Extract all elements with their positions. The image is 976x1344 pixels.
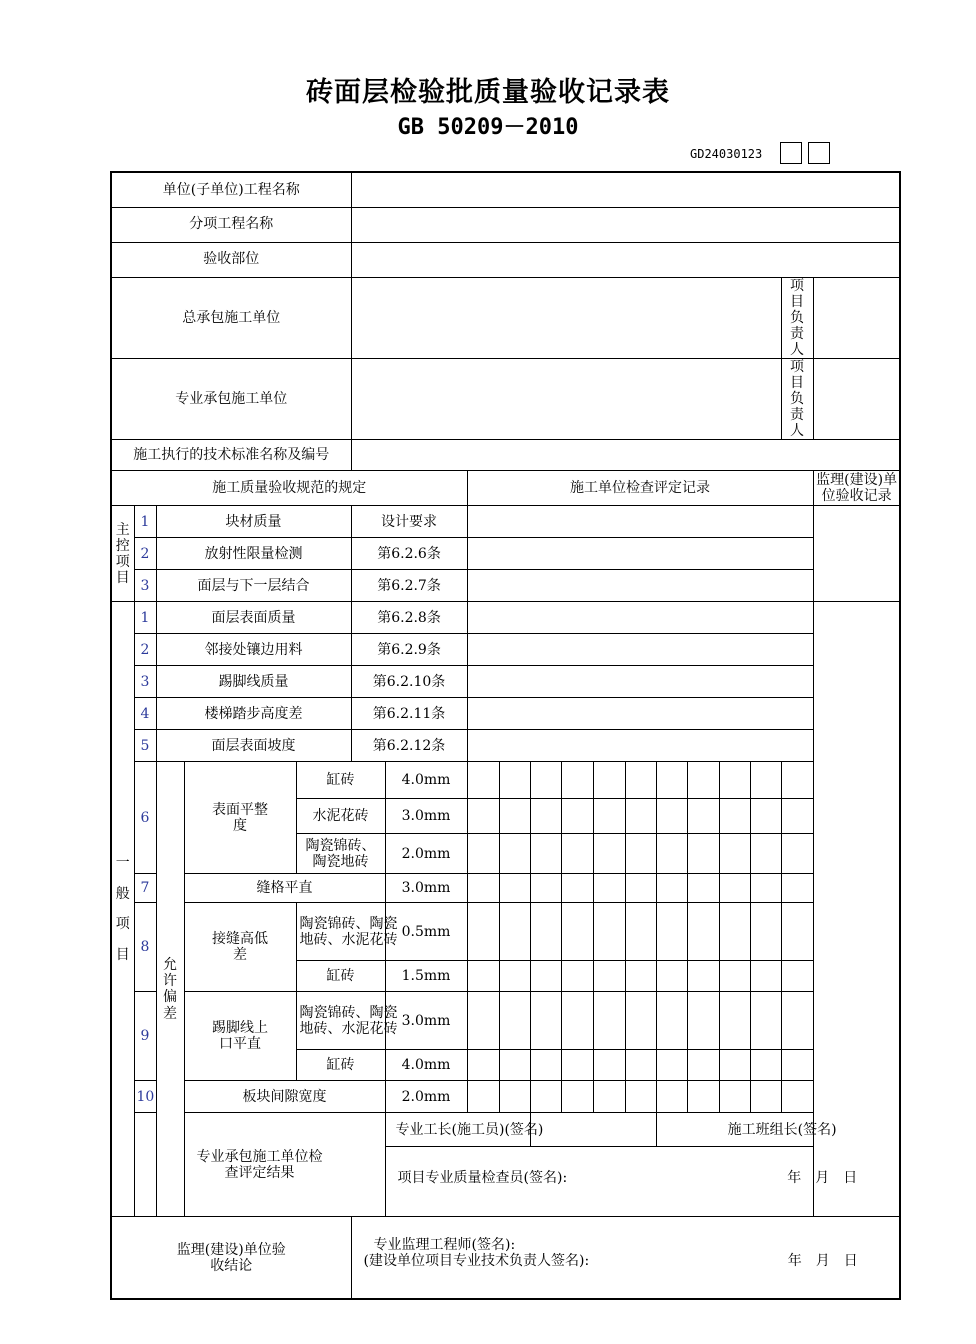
- gap-name: 板块间隙宽度: [184, 1081, 385, 1113]
- general-item-req: 第6.2.11条: [351, 698, 467, 730]
- measure-cell[interactable]: [687, 1081, 719, 1113]
- main-item-name: 放射性限量检测: [156, 538, 351, 570]
- general-item-req: 第6.2.12条: [351, 730, 467, 762]
- main-items-label: 主 控 项 目: [111, 506, 134, 602]
- main-item-record[interactable]: [467, 570, 813, 602]
- measure-cell[interactable]: [593, 762, 625, 799]
- skirting-name-text: 踢脚线上口平直: [212, 1020, 268, 1053]
- supervision-header: 监理(建设)单位验收记录: [813, 471, 900, 506]
- measure-cell[interactable]: [499, 1050, 530, 1081]
- measure-cell[interactable]: [750, 762, 781, 799]
- measure-cell[interactable]: [656, 762, 687, 799]
- general-item-name: 邻接处镶边用料: [156, 634, 351, 666]
- measure-cell[interactable]: [467, 762, 499, 799]
- measure-cell[interactable]: [781, 799, 813, 834]
- measure-cell[interactable]: [530, 903, 561, 961]
- standard-name-label: 施工执行的技术标准名称及编号: [111, 440, 351, 471]
- measure-cell[interactable]: [530, 992, 561, 1050]
- general-item-name: 踢脚线质量: [156, 666, 351, 698]
- measure-cell[interactable]: [561, 1050, 593, 1081]
- measure-cell[interactable]: [561, 762, 593, 799]
- measure-cell[interactable]: [656, 1081, 687, 1113]
- measure-cell[interactable]: [687, 903, 719, 961]
- main-item-name: 面层与下一层结合: [156, 570, 351, 602]
- location-label: 验收部位: [111, 242, 351, 277]
- tolerance-value: 3.0mm: [385, 992, 467, 1050]
- main-item-record[interactable]: [467, 538, 813, 570]
- measure-cell[interactable]: [467, 799, 499, 834]
- measure-cell[interactable]: [719, 961, 750, 992]
- measure-cell[interactable]: [625, 874, 656, 903]
- measure-cell[interactable]: [687, 874, 719, 903]
- unit-project-value[interactable]: [351, 172, 900, 207]
- measure-cell[interactable]: [467, 1050, 499, 1081]
- contractor-value[interactable]: [351, 277, 781, 358]
- measure-cell[interactable]: [781, 1081, 813, 1113]
- measure-cell[interactable]: [781, 992, 813, 1050]
- measure-cell[interactable]: [781, 874, 813, 903]
- flatness-name-text: 表面平整度: [212, 801, 268, 834]
- inspection-table: [110, 171, 901, 1300]
- measure-cell[interactable]: [687, 834, 719, 874]
- tolerance-material-text: 陶瓷锦砖、陶瓷地砖: [305, 837, 376, 870]
- measure-cell[interactable]: [561, 834, 593, 874]
- general-item-req: 第6.2.10条: [351, 666, 467, 698]
- main-item-req: 第6.2.7条: [351, 570, 467, 602]
- main-item-record[interactable]: [467, 506, 813, 538]
- main-item-name: 块材质量: [156, 506, 351, 538]
- spec-header: 施工质量验收规范的规定: [111, 471, 467, 506]
- conclusion-label-text: 监理(建设)单位验收结论: [176, 1241, 286, 1274]
- result-label-text: 专业承包施工单位检查评定结果: [196, 1148, 323, 1181]
- measure-cell[interactable]: [719, 1081, 750, 1113]
- measure-cell[interactable]: [625, 1050, 656, 1081]
- measure-cell[interactable]: [687, 762, 719, 799]
- measure-cell[interactable]: [687, 799, 719, 834]
- result-label: [134, 1113, 385, 1217]
- measure-cell[interactable]: [750, 799, 781, 834]
- inspector-date: 年 月 日: [787, 1169, 858, 1186]
- measure-cell[interactable]: [656, 961, 687, 992]
- sub-contractor-value[interactable]: [351, 358, 781, 439]
- sub-project-value[interactable]: [351, 207, 900, 242]
- record-header: 施工单位检查评定记录: [467, 471, 813, 506]
- measure-cell[interactable]: [625, 992, 656, 1050]
- form-title: 砖面层检验批质量验收记录表: [306, 77, 670, 108]
- conclusion-label: [111, 1217, 351, 1299]
- general-item-no: 4: [134, 698, 156, 730]
- measure-cell[interactable]: [719, 903, 750, 961]
- contractor-manager-label: 项目负责人: [781, 277, 813, 358]
- main-item-req: 设计要求: [351, 506, 467, 538]
- measure-cell[interactable]: [530, 1050, 561, 1081]
- measure-cell[interactable]: [625, 834, 656, 874]
- measure-cell[interactable]: [781, 834, 813, 874]
- general-item-no: 8: [134, 903, 156, 992]
- sub-project-label: 分项工程名称: [111, 207, 351, 242]
- measure-cell[interactable]: [750, 992, 781, 1050]
- general-item-no: 7: [134, 874, 156, 903]
- general-item-name: 面层表面质量: [156, 602, 351, 634]
- tolerance-material-text: 陶瓷锦砖、陶瓷地砖、水泥花砖: [299, 1004, 398, 1037]
- measure-cell[interactable]: [561, 799, 593, 834]
- engineer-label: 专业监理工程师(签名):: [373, 1237, 516, 1254]
- measure-cell[interactable]: [656, 992, 687, 1050]
- tolerance-value: 4.0mm: [385, 1050, 467, 1081]
- measure-cell[interactable]: [561, 1081, 593, 1113]
- measure-cell[interactable]: [625, 961, 656, 992]
- measure-cell[interactable]: [625, 903, 656, 961]
- measure-cell[interactable]: [750, 961, 781, 992]
- measure-cell[interactable]: [687, 992, 719, 1050]
- measure-cell[interactable]: [656, 1050, 687, 1081]
- measure-cell[interactable]: [499, 834, 530, 874]
- measure-cell[interactable]: [719, 762, 750, 799]
- measure-cell[interactable]: [499, 799, 530, 834]
- sub-contractor-manager-value[interactable]: [813, 358, 900, 439]
- flatness-name: [184, 762, 296, 874]
- tolerance-material: 缸砖: [296, 1050, 385, 1081]
- general-item-name: 面层表面坡度: [156, 730, 351, 762]
- measure-cell[interactable]: [467, 903, 499, 961]
- conclusion-date: 年 月 日: [787, 1252, 858, 1269]
- measure-cell[interactable]: [499, 903, 530, 961]
- general-item-record[interactable]: [467, 602, 813, 634]
- tolerance-value: 4.0mm: [385, 762, 467, 799]
- measure-cell[interactable]: [561, 874, 593, 903]
- general-item-record[interactable]: [467, 730, 813, 762]
- measure-cell[interactable]: [781, 961, 813, 992]
- standard-name-value[interactable]: [351, 440, 900, 471]
- code-box-2[interactable]: [808, 142, 830, 164]
- tolerance-material: 缸砖: [296, 961, 385, 992]
- tolerance-value: 2.0mm: [385, 1081, 467, 1113]
- tolerance-material: [296, 903, 398, 961]
- measure-cell[interactable]: [561, 961, 593, 992]
- tolerance-material: 水泥花砖: [296, 799, 385, 834]
- measure-cell[interactable]: [687, 961, 719, 992]
- contractor-manager-value[interactable]: [813, 277, 900, 358]
- measure-cell[interactable]: [656, 903, 687, 961]
- engineer-labels: [364, 1238, 590, 1269]
- sub-contractor-label: 专业承包施工单位: [111, 358, 351, 439]
- measure-cell[interactable]: [499, 992, 530, 1050]
- foreman-signature[interactable]: [530, 1113, 656, 1147]
- measure-cell[interactable]: [530, 874, 561, 903]
- measure-cell[interactable]: [719, 834, 750, 874]
- contractor-label: 总承包施工单位: [111, 277, 351, 358]
- general-item-req: 第6.2.9条: [351, 634, 467, 666]
- general-item-no: 6: [134, 762, 156, 874]
- conclusion-area[interactable]: [351, 1217, 900, 1299]
- owner-rep-label: (建设单位项目专业技术负责人签名):: [363, 1252, 590, 1269]
- main-items-supervision[interactable]: [813, 506, 900, 602]
- tolerance-value: 1.5mm: [385, 961, 467, 992]
- measure-cell[interactable]: [750, 874, 781, 903]
- measure-cell[interactable]: [530, 799, 561, 834]
- main-item-req: 第6.2.6条: [351, 538, 467, 570]
- measure-cell[interactable]: [593, 834, 625, 874]
- measure-cell[interactable]: [593, 961, 625, 992]
- general-items-label: 一 般 项 目: [111, 602, 134, 1217]
- inspector-label: 项目专业质量检查员(签名):: [397, 1169, 568, 1186]
- seam-height-name-text: 接缝高低差: [212, 931, 268, 964]
- code-box-1[interactable]: [780, 142, 802, 164]
- tolerance-material: [296, 834, 385, 874]
- tolerance-value: 3.0mm: [385, 799, 467, 834]
- measure-cell[interactable]: [499, 874, 530, 903]
- measure-cell[interactable]: [781, 762, 813, 799]
- measure-cell[interactable]: [593, 799, 625, 834]
- measure-cell[interactable]: [719, 799, 750, 834]
- foreman-label: 专业工长(施工员)(签名): [385, 1113, 530, 1147]
- measure-cell[interactable]: [530, 961, 561, 992]
- tolerance-label-text: 允 许 偏 差: [163, 957, 177, 1022]
- team-leader-label: 施工班组长(签名): [656, 1113, 900, 1147]
- inspector-area[interactable]: [385, 1147, 900, 1217]
- measure-cell[interactable]: [593, 1050, 625, 1081]
- tolerance-value: 0.5mm: [385, 903, 467, 961]
- general-item-record[interactable]: [467, 666, 813, 698]
- measure-cell[interactable]: [499, 1081, 530, 1113]
- measure-cell[interactable]: [750, 834, 781, 874]
- measure-cell[interactable]: [687, 1050, 719, 1081]
- general-item-name: 楼梯踏步高度差: [156, 698, 351, 730]
- main-item-no: 2: [134, 538, 156, 570]
- measure-cell[interactable]: [467, 1081, 499, 1113]
- location-value[interactable]: [351, 242, 900, 277]
- tolerance-material: 缸砖: [296, 762, 385, 799]
- measure-cell[interactable]: [656, 834, 687, 874]
- main-item-no: 3: [134, 570, 156, 602]
- seam-straight-name: 缝格平直: [184, 874, 385, 903]
- skirting-name: [184, 992, 296, 1081]
- unit-project-label: 单位(子单位)工程名称: [111, 172, 351, 207]
- measure-cell[interactable]: [750, 903, 781, 961]
- general-item-no: 5: [134, 730, 156, 762]
- general-item-no: 1: [134, 602, 156, 634]
- measure-cell[interactable]: [530, 1081, 561, 1113]
- measure-cell[interactable]: [561, 992, 593, 1050]
- measure-cell[interactable]: [719, 874, 750, 903]
- measure-cell[interactable]: [656, 874, 687, 903]
- measure-cell[interactable]: [781, 903, 813, 961]
- main-item-no: 1: [134, 506, 156, 538]
- measure-cell[interactable]: [467, 874, 499, 903]
- general-item-no: 2: [134, 634, 156, 666]
- measure-cell[interactable]: [625, 799, 656, 834]
- general-item-req: 第6.2.8条: [351, 602, 467, 634]
- general-item-no: 10: [134, 1081, 156, 1113]
- measure-cell[interactable]: [593, 992, 625, 1050]
- measure-cell[interactable]: [593, 903, 625, 961]
- measure-cell[interactable]: [750, 1050, 781, 1081]
- measure-cell[interactable]: [719, 992, 750, 1050]
- inspector-sign-row: [388, 1170, 898, 1186]
- measure-cell[interactable]: [467, 992, 499, 1050]
- measure-cell[interactable]: [781, 1050, 813, 1081]
- measure-cell[interactable]: [499, 961, 530, 992]
- measure-cell[interactable]: [625, 762, 656, 799]
- tolerance-material-text: 陶瓷锦砖、陶瓷地砖、水泥花砖: [299, 915, 398, 948]
- measure-cell[interactable]: [593, 874, 625, 903]
- measure-cell[interactable]: [467, 961, 499, 992]
- measure-cell[interactable]: [656, 799, 687, 834]
- tolerance-value: 2.0mm: [385, 834, 467, 874]
- measure-cell[interactable]: [719, 1050, 750, 1081]
- measure-cell[interactable]: [593, 1081, 625, 1113]
- sub-contractor-manager-label: 项目负责人: [781, 358, 813, 439]
- seam-height-name: [184, 903, 296, 992]
- general-item-record[interactable]: [467, 634, 813, 666]
- standard-number: GB 50209－2010: [397, 115, 579, 140]
- measure-cell[interactable]: [750, 1081, 781, 1113]
- measure-cell[interactable]: [625, 1081, 656, 1113]
- measure-cell[interactable]: [530, 762, 561, 799]
- measure-cell[interactable]: [530, 834, 561, 874]
- measure-cell[interactable]: [467, 834, 499, 874]
- form-code: GD24030123: [690, 147, 763, 161]
- general-item-record[interactable]: [467, 698, 813, 730]
- general-item-no: 9: [134, 992, 156, 1081]
- measure-cell[interactable]: [499, 762, 530, 799]
- tolerance-material: [296, 992, 398, 1050]
- engineer-sign-row: [354, 1238, 898, 1269]
- measure-cell[interactable]: [561, 903, 593, 961]
- general-item-no: 3: [134, 666, 156, 698]
- tolerance-value: 3.0mm: [385, 874, 467, 903]
